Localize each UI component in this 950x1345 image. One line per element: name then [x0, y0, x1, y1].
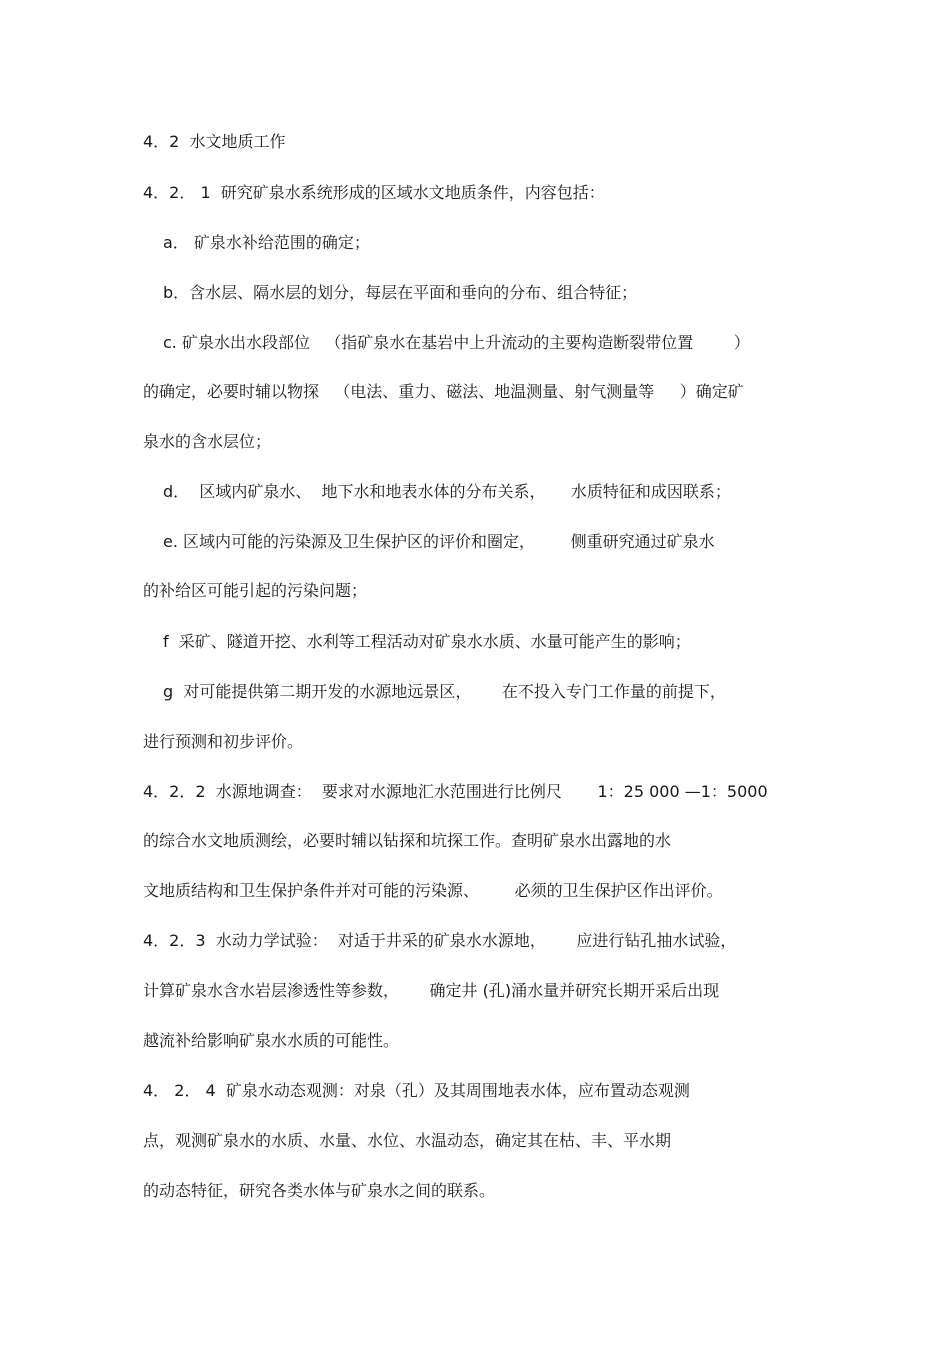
item-f: f 采矿、隧道开挖、水利等工程活动对矿泉水水质、水量可能产生的影响；	[163, 632, 691, 651]
subsection-4-2-4: 4． 2． 4 矿泉水动态观测：对泉（孔）及其周围地表水体，应布置动态观测	[143, 1081, 690, 1100]
item-b: b．含水层、隔水层的划分，每层在平面和垂向的分布、组合特征；	[163, 283, 638, 302]
subsection-4-2-2-end: 文地质结构和卫生保护条件并对可能的污染源、 必须的卫生保护区作出评价。	[143, 881, 723, 900]
item-e: e. 区域内可能的污染源及卫生保护区的评价和圈定， 侧重研究通过矿泉水	[163, 532, 715, 551]
item-c: c. 矿泉水出水段部位 （指矿泉水在基岩中上升流动的主要构造断裂带位置 ）	[163, 333, 750, 352]
item-e-end: 的补给区可能引起的污染问题；	[143, 581, 368, 600]
subsection-4-2-4-end: 的动态特征，研究各类水体与矿泉水之间的联系。	[143, 1181, 496, 1200]
item-c-continued: 的确定，必要时辅以物探 （电法、重力、磁法、地温测量、射气测量等 ）确定矿	[143, 382, 744, 401]
subsection-4-2-3: 4．2．3 水动力学试验： 对适于井采的矿泉水水源地， 应进行钻孔抽水试验，	[143, 931, 737, 950]
subsection-4-2-2-continued: 的综合水文地质测绘，必要时辅以钻探和坑探工作。查明矿泉水出露地的水	[143, 831, 672, 850]
subsection-4-2-3-continued: 计算矿泉水含水岩层渗透性等参数， 确定井 (孔)涌水量并研究长期开采后出现	[143, 981, 720, 1000]
subsection-4-2-2: 4．2．2 水源地调查： 要求对水源地汇水范围进行比例尺 1：25 000 —1：5000	[143, 782, 768, 801]
item-g-end: 进行预测和初步评价。	[143, 732, 304, 751]
section-heading: 4．2 水文地质工作	[143, 132, 286, 151]
item-g: g 对可能提供第二期开发的水源地远景区， 在不投入专门工作量的前提下，	[163, 682, 726, 701]
item-a: a． 矿泉水补给范围的确定；	[163, 233, 370, 252]
item-d: d． 区域内矿泉水、 地下水和地表水体的分布关系， 水质特征和成因联系；	[163, 482, 731, 501]
subsection-4-2-1: 4．2． 1 研究矿泉水系统形成的区域水文地质条件，内容包括：	[143, 183, 605, 202]
item-c-end: 泉水的含水层位；	[143, 432, 272, 451]
subsection-4-2-3-end: 越流补给影响矿泉水水质的可能性。	[143, 1031, 400, 1050]
subsection-4-2-4-continued: 点，观测矿泉水的水质、水量、水位、水温动态，确定其在枯、丰、平水期	[143, 1131, 672, 1150]
